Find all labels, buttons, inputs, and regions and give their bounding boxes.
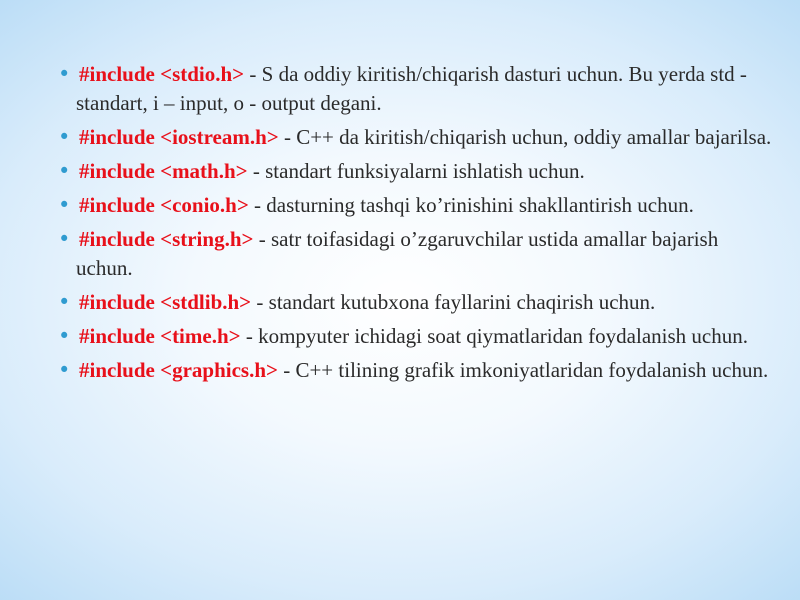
include-description: - kompyuter ichidagi soat qiymatlaridan foydalanish uchun. [240,324,748,348]
bullet-icon: • [58,358,71,382]
list-item-graphics [56,356,776,385]
include-directive: #include <iostream.h> [79,125,279,149]
include-description: - standart kutubxona fayllarini chaqirish uchun. [251,290,656,314]
list-item-stdio [56,60,776,118]
include-description: - satr toifasidagi o’zgaruvchilar ustida amallar bajarish uchun. [76,227,719,280]
include-directive: #include <string.h> [79,227,254,251]
list-item-string [56,225,776,283]
bullet-icon: • [58,193,71,217]
bullet-icon: • [58,62,71,86]
list-item-time [56,322,776,351]
include-directive: #include <graphics.h> [79,358,278,382]
bullet-icon: • [58,290,71,314]
list-item-stdlib [56,288,776,317]
include-directive: #include <stdio.h> [79,62,245,86]
include-list [56,60,776,390]
include-directive: #include <time.h> [79,324,241,348]
bullet-icon: • [58,159,71,183]
bullet-icon: • [58,324,71,348]
include-description: - standart funksiyalarni ishlatish uchun. [247,159,585,183]
list-item-math [56,157,776,186]
list-item-iostream [56,123,776,152]
bullet-icon: • [58,125,71,149]
include-description: - S da oddiy kiritish/chiqarish dasturi uchun. Bu yerda std - standart, i – input, o - output degani. [76,62,747,115]
include-directive: #include <conio.h> [79,193,249,217]
include-description: - C++ tilining grafik imkoniyatlaridan foydalanish uchun. [277,358,769,382]
include-directive: #include <math.h> [79,159,248,183]
include-description: - C++ da kiritish/chiqarish uchun, oddiy amallar bajarilsa. [278,125,772,149]
include-description: - dasturning tashqi ko’rinishini shakllantirish uchun. [248,193,694,217]
include-directive: #include <stdlib.h> [79,290,252,314]
bullet-icon: • [58,227,71,251]
list-item-conio [56,191,776,220]
